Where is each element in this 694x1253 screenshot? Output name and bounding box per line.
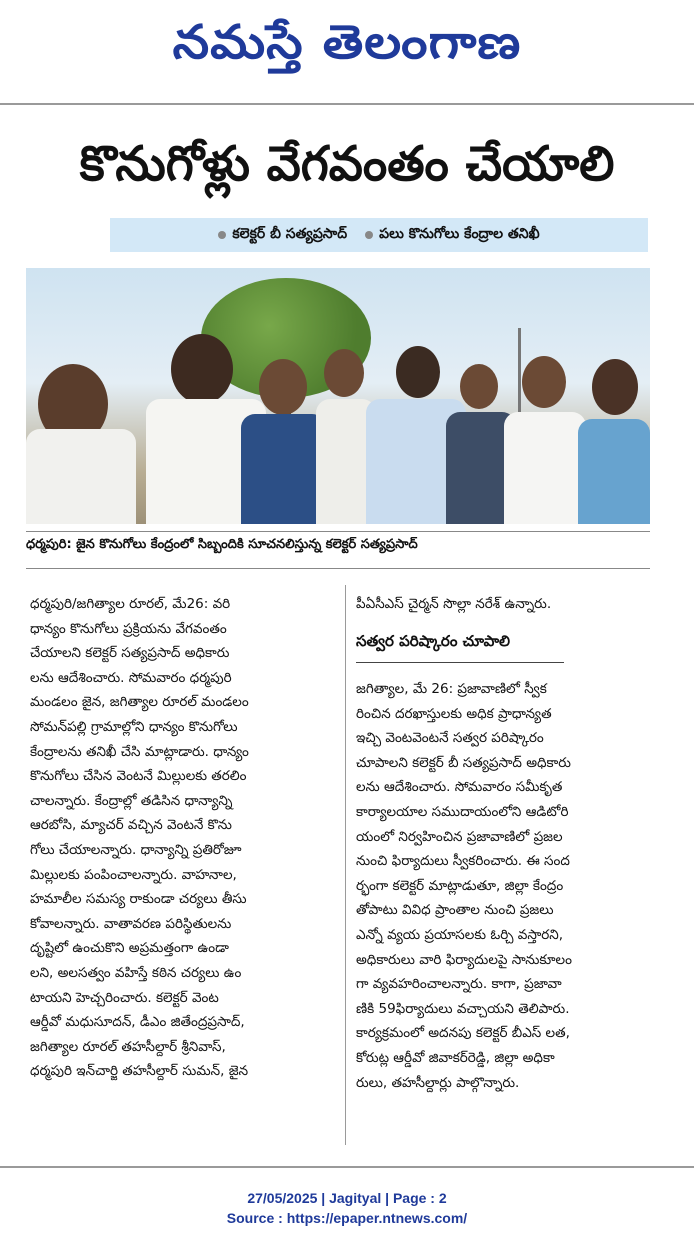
footer-source-line: Source : https://epaper.ntnews.com/ [226, 1210, 468, 1226]
person-figure [26, 364, 136, 524]
subhead-text: కలెక్టర్ బీ సత్యప్రసాద్ [232, 225, 348, 242]
person-figure [578, 359, 650, 524]
footer-divider [0, 1166, 694, 1168]
text-line: ఆర్డీవో మధుసూదన్, డీఎం జితేంద్రప్రసాద్, [30, 1014, 245, 1031]
text-line: కొనుగోలు చేసిన వెంటనే మిల్లులకు తరలిం [30, 768, 247, 785]
text-line: ధర్మపురి ఇన్‌చార్జి తహసీల్దార్ సుమన్, జైన [30, 1063, 249, 1080]
footer-date-line: 27/05/2025 | Jagityal | Page : 2 [247, 1190, 447, 1206]
text-line: నుంచి ఫిర్యాదులు స్వీకరించారు. ఈ సంద [356, 853, 570, 870]
photo-caption: ధర్మపురి: జైన కొనుగోలు కేంద్రంలో సిబ్బందికి సూచనలిస్తున్న కలెక్టర్ సత్యప్రసాద్ [26, 537, 418, 552]
column-divider [345, 585, 346, 1145]
subhead-item [365, 226, 540, 245]
text-line: కోవాలన్నారు. వాతావరణ పరిస్థితులను [30, 915, 232, 932]
caption-divider [26, 531, 650, 532]
text-line: ణికి 59ఫిర్యాదులు వచ్చాయని తెలిపారు. [356, 1000, 570, 1017]
text-line: చూపాలని కలెక్టర్ బీ సత్యప్రసాద్ అధికారు [356, 754, 571, 771]
text-line: యంలో నిర్వహించిన ప్రజావాణిలో ప్రజల [356, 828, 563, 845]
text-line: లను ఆదేశించారు. సోమవారం ధర్మపురి [30, 669, 232, 686]
section-underline [356, 662, 564, 663]
text-line: కోరుట్ల ఆర్డీవో జివాకర్‌రెడ్డి, జిల్లా అధికా [356, 1049, 555, 1066]
person-figure [241, 359, 326, 524]
section-title: సత్వర పరిష్కారం చూపాలి [356, 632, 511, 650]
text-line: సోమన్‌పల్లి గ్రామాల్లోని ధాన్యం కొనుగోలు [30, 718, 238, 735]
text-line: ధాన్యం కొనుగోలు ప్రక్రియను వేగవంతం [30, 620, 227, 637]
person-figure [504, 356, 586, 524]
text-line: టాయని హెచ్చరించారు. కలెక్టర్ వెంట [30, 989, 219, 1006]
article-subhead [110, 218, 648, 252]
text-line: ర్భంగా కలెక్టర్ మాట్లాడుతూ, జిల్లా కేంద్రం [356, 877, 564, 894]
text-line: లను ఆదేశించారు. సోమవారం సమీకృత [356, 779, 563, 796]
text-line: జగిత్యాల రూరల్ తహసీల్దార్ శ్రీనివాస్, [30, 1038, 226, 1055]
text-line: చేయాలని కలెక్టర్ సత్యప్రసాద్ అధికారు [30, 645, 230, 662]
masthead-title: నమస్తే తెలంగాణ [172, 14, 522, 70]
article-body-left [30, 592, 340, 1084]
page-footer [0, 1188, 694, 1228]
text-line: లని, అలసత్వం వహిస్తే కఠిన చర్యలు ఉం [30, 964, 242, 981]
article-body-right [356, 677, 656, 1095]
bullet-icon [365, 231, 373, 239]
text-line: చాలన్నారు. కేంద్రాల్లో తడిసిన ధాన్యాన్ని [30, 792, 233, 809]
text-line: హమాలీల సమస్య రాకుండా చర్యలు తీసు [30, 891, 247, 908]
text-line: జగిత్యాల, మే 26: ప్రజావాణిలో స్వీక [356, 681, 547, 697]
text-line: కార్యక్రమంలో అదనపు కలెక్టర్ బీఎస్ లత, [356, 1025, 570, 1042]
text-line: పీఏసీఎస్ చైర్మన్ సొల్లా నరేశ్ ఉన్నారు. [356, 596, 552, 612]
subhead-text: పలు కొనుగోలు కేంద్రాల తనిఖీ [379, 225, 540, 242]
text-line: ధర్మపురి/జగిత్యాల రూరల్, మే26: వరి [30, 596, 231, 612]
text-line: అధికారులు వారి ఫిర్యాదులపై సానుకూలం [356, 951, 572, 968]
text-line: గా వ్యవహరించాలన్నారు. కాగా, ప్రజావా [356, 976, 562, 993]
top-divider [0, 103, 694, 105]
text-line: మండలం జైన, జగిత్యాల రూరల్ మండలం [30, 694, 249, 711]
text-line: ఆరబోసి, మ్యాచర్ వచ్చిన వెంటనే కొను [30, 817, 232, 834]
text-line: ఇచ్చి వెంటవెంటనే సత్వర పరిష్కారం [356, 730, 544, 747]
masthead-logo [0, 0, 694, 95]
bullet-icon [218, 231, 226, 239]
text-line: రులు, తహసీల్దార్లు పాల్గొన్నారు. [356, 1074, 520, 1091]
caption-divider [26, 568, 650, 569]
text-line: మిల్లులకు పంపించాలన్నారు. వాహనాల, [30, 866, 237, 883]
text-line: తోపాటు వివిధ ప్రాంతాల నుంచి ప్రజలు [356, 902, 554, 919]
text-line: ఎన్నో వ్యయ ప్రయాసలకు ఓర్చి వస్తారని, [356, 926, 564, 943]
text-line: కేంద్రాలను తనిఖీ చేసి మాట్లాడారు. ధాన్యం [30, 743, 249, 760]
subhead-item [218, 226, 347, 245]
article-headline: కొనుగోళ్లు వేగవంతం చేయాలి [79, 136, 615, 192]
news-photo [26, 268, 650, 524]
article-body-right-top [356, 592, 656, 617]
text-line: రించిన దరఖాస్తులకు అధిక ప్రాధాన్యత [356, 705, 552, 722]
text-line: దృష్టిలో ఉంచుకొని అప్రమత్తంగా ఉండా [30, 940, 229, 957]
text-line: గోలు చేయాలన్నారు. ధాన్యాన్ని ప్రతిరోజూ [30, 841, 242, 858]
text-line: కార్యాలయాల సముదాయంలోని ఆడిటోరి [356, 803, 569, 820]
